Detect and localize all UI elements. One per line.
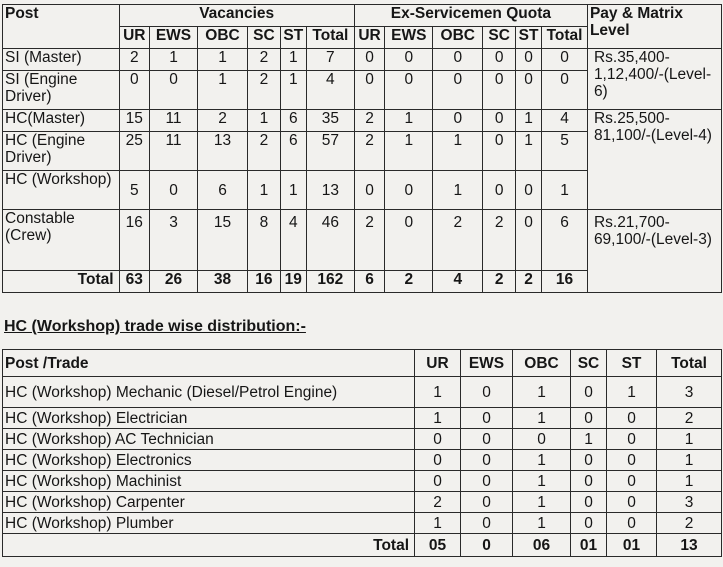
trade-total-st: 01 xyxy=(607,534,657,557)
esm-ur: 0 xyxy=(354,171,385,210)
trade-obc: 1 xyxy=(513,513,571,534)
trade-total: 2 xyxy=(657,408,722,429)
vac-col-st: ST xyxy=(280,27,306,49)
trade-ur: 1 xyxy=(415,377,461,408)
trade-name: HC (Workshop) Machinist xyxy=(3,471,415,492)
vac-st: 6 xyxy=(280,132,306,171)
pay-matrix-header: Pay & Matrix Level xyxy=(587,5,721,49)
table-row xyxy=(3,49,722,71)
total-esm-sc: 2 xyxy=(483,271,516,293)
vac-obc: 2 xyxy=(197,110,247,132)
vac-total: 13 xyxy=(306,171,354,210)
vac-total: 7 xyxy=(306,49,354,71)
trade-total: 2 xyxy=(657,513,722,534)
vac-sc: 8 xyxy=(248,210,281,271)
trade-total-row xyxy=(3,534,722,557)
trade-total: 3 xyxy=(657,492,722,513)
trade-total-obc: 06 xyxy=(513,534,571,557)
post-cell: SI (Engine Driver) xyxy=(3,71,120,110)
vac-st: 4 xyxy=(280,210,306,271)
esm-st: 0 xyxy=(516,171,542,210)
table-row xyxy=(3,408,722,429)
trade-sc: 0 xyxy=(571,408,607,429)
total-esm-st: 2 xyxy=(516,271,542,293)
post-cell: Constable (Crew) xyxy=(3,210,120,271)
esm-ur: 2 xyxy=(354,132,385,171)
vac-st: 1 xyxy=(280,171,306,210)
trade-sc: 1 xyxy=(571,429,607,450)
vac-ur: 5 xyxy=(119,171,150,210)
trade-name: HC (Workshop) Carpenter xyxy=(3,492,415,513)
total-vac-sc: 16 xyxy=(248,271,281,293)
vac-st: 1 xyxy=(280,49,306,71)
vac-ews: 0 xyxy=(150,171,198,210)
pay-level-6: Rs.35,400-1,12,400/-(Level-6) xyxy=(587,49,721,110)
trade-ews: 0 xyxy=(461,429,513,450)
trade-name: HC (Workshop) Electrician xyxy=(3,408,415,429)
vac-st: 1 xyxy=(280,71,306,110)
esm-ews: 1 xyxy=(385,110,433,132)
trade-name: HC (Workshop) Plumber xyxy=(3,513,415,534)
trade-name: HC (Workshop) Mechanic (Diesel/Petrol Engine) xyxy=(3,377,415,408)
trade-ur: 1 xyxy=(415,513,461,534)
trade-distribution-heading: HC (Workshop) trade wise distribution:- xyxy=(4,318,306,335)
trade-ews: 0 xyxy=(461,377,513,408)
vac-col-sc: SC xyxy=(248,27,281,49)
vac-obc: 13 xyxy=(197,132,247,171)
table-row xyxy=(3,450,722,471)
post-cell: HC (Workshop) xyxy=(3,171,120,210)
total-vac-total: 162 xyxy=(306,271,354,293)
table-row xyxy=(3,110,722,132)
total-esm-total: 16 xyxy=(542,271,588,293)
trade-sc: 0 xyxy=(571,450,607,471)
trade-st: 0 xyxy=(607,408,657,429)
esm-col-obc: OBC xyxy=(433,27,483,49)
trade-total-label: Total xyxy=(3,534,415,557)
total-esm-obc: 4 xyxy=(433,271,483,293)
pay-level-4: Rs.25,500-81,100/-(Level-4) xyxy=(587,110,721,210)
trade-obc: 1 xyxy=(513,377,571,408)
esm-ews: 1 xyxy=(385,132,433,171)
esm-ews: 0 xyxy=(385,210,433,271)
trade-ur: 0 xyxy=(415,450,461,471)
trade-ur: 1 xyxy=(415,408,461,429)
trade-ews: 0 xyxy=(461,408,513,429)
esm-sc: 0 xyxy=(483,132,516,171)
vac-col-total: Total xyxy=(306,27,354,49)
vac-obc: 15 xyxy=(197,210,247,271)
trade-st: 1 xyxy=(607,377,657,408)
vacancy-table xyxy=(2,4,722,293)
trade-distribution-table xyxy=(2,349,722,557)
vac-total: 35 xyxy=(306,110,354,132)
esm-obc: 0 xyxy=(433,49,483,71)
trade-ews: 0 xyxy=(461,471,513,492)
esm-total: 1 xyxy=(542,171,588,210)
vac-ews: 11 xyxy=(150,110,198,132)
esm-col-ur: UR xyxy=(354,27,385,49)
esm-obc: 0 xyxy=(433,71,483,110)
esm-ur: 0 xyxy=(354,49,385,71)
esm-total: 6 xyxy=(542,210,588,271)
table-row xyxy=(3,377,722,408)
trade-obc: 1 xyxy=(513,408,571,429)
vac-ur: 16 xyxy=(119,210,150,271)
esm-col-sc: SC xyxy=(483,27,516,49)
vac-ews: 1 xyxy=(150,49,198,71)
total-label: Total xyxy=(3,271,120,293)
total-esm-ur: 6 xyxy=(354,271,385,293)
vac-ur: 2 xyxy=(119,49,150,71)
table-row xyxy=(3,492,722,513)
trade-total-total: 13 xyxy=(657,534,722,557)
esm-ews: 0 xyxy=(385,71,433,110)
vac-total: 46 xyxy=(306,210,354,271)
total-vac-ews: 26 xyxy=(150,271,198,293)
table-row xyxy=(3,471,722,492)
trade-total-ur: 05 xyxy=(415,534,461,557)
vac-sc: 2 xyxy=(248,49,281,71)
esm-ews: 0 xyxy=(385,171,433,210)
trade-sc: 0 xyxy=(571,377,607,408)
esm-sc: 2 xyxy=(483,210,516,271)
vac-ews: 11 xyxy=(150,132,198,171)
trade-st: 0 xyxy=(607,492,657,513)
vac-st: 6 xyxy=(280,110,306,132)
esm-st: 1 xyxy=(516,132,542,171)
trade-st: 0 xyxy=(607,513,657,534)
esm-ur: 0 xyxy=(354,71,385,110)
post-cell: HC (Engine Driver) xyxy=(3,132,120,171)
trade-st: 0 xyxy=(607,429,657,450)
pay-level-3: Rs.21,700-69,100/-(Level-3) xyxy=(587,210,721,293)
table-row xyxy=(3,513,722,534)
esm-obc: 1 xyxy=(433,171,483,210)
total-esm-ews: 2 xyxy=(385,271,433,293)
trade-ews: 0 xyxy=(461,492,513,513)
esm-st: 0 xyxy=(516,49,542,71)
vac-ews: 3 xyxy=(150,210,198,271)
esm-col-total: Total xyxy=(542,27,588,49)
esm-ews: 0 xyxy=(385,49,433,71)
trade-sc: 0 xyxy=(571,471,607,492)
post-trade-header: Post /Trade xyxy=(3,350,415,377)
trade-col-ur: UR xyxy=(415,350,461,377)
vac-col-ews: EWS xyxy=(150,27,198,49)
trade-total: 3 xyxy=(657,377,722,408)
esm-st: 0 xyxy=(516,71,542,110)
vac-sc: 2 xyxy=(248,132,281,171)
trade-total: 1 xyxy=(657,471,722,492)
trade-ur: 0 xyxy=(415,429,461,450)
esm-col-ews: EWS xyxy=(385,27,433,49)
esm-st: 1 xyxy=(516,110,542,132)
vac-ur: 0 xyxy=(119,71,150,110)
vac-sc: 1 xyxy=(248,110,281,132)
esm-total: 5 xyxy=(542,132,588,171)
esm-total: 4 xyxy=(542,110,588,132)
trade-st: 0 xyxy=(607,450,657,471)
post-cell: HC(Master) xyxy=(3,110,120,132)
esm-obc: 1 xyxy=(433,132,483,171)
trade-sc: 0 xyxy=(571,513,607,534)
table-row xyxy=(3,210,722,271)
vac-ur: 25 xyxy=(119,132,150,171)
trade-col-total: Total xyxy=(657,350,722,377)
vac-ews: 0 xyxy=(150,71,198,110)
esm-obc: 0 xyxy=(433,110,483,132)
trade-obc: 1 xyxy=(513,450,571,471)
table-row xyxy=(3,429,722,450)
trade-obc: 0 xyxy=(513,429,571,450)
post-cell: SI (Master) xyxy=(3,49,120,71)
trade-ews: 0 xyxy=(461,450,513,471)
vac-sc: 1 xyxy=(248,171,281,210)
esm-ur: 2 xyxy=(354,210,385,271)
vac-obc: 1 xyxy=(197,71,247,110)
trade-sc: 0 xyxy=(571,492,607,513)
trade-ur: 0 xyxy=(415,471,461,492)
esm-col-st: ST xyxy=(516,27,542,49)
trade-total-ews: 0 xyxy=(461,534,513,557)
vacancies-header: Vacancies xyxy=(119,5,354,27)
trade-col-ews: EWS xyxy=(461,350,513,377)
trade-total: 1 xyxy=(657,450,722,471)
vac-total: 57 xyxy=(306,132,354,171)
post-header: Post xyxy=(3,5,120,49)
esm-quota-header: Ex-Servicemen Quota xyxy=(354,5,587,27)
trade-header-row xyxy=(3,350,722,377)
trade-ews: 0 xyxy=(461,513,513,534)
trade-col-st: ST xyxy=(607,350,657,377)
esm-sc: 0 xyxy=(483,110,516,132)
vac-obc: 1 xyxy=(197,49,247,71)
vac-col-obc: OBC xyxy=(197,27,247,49)
esm-sc: 0 xyxy=(483,71,516,110)
vac-ur: 15 xyxy=(119,110,150,132)
trade-col-obc: OBC xyxy=(513,350,571,377)
trade-obc: 1 xyxy=(513,492,571,513)
trade-obc: 1 xyxy=(513,471,571,492)
trade-ur: 2 xyxy=(415,492,461,513)
total-vac-obc: 38 xyxy=(197,271,247,293)
esm-sc: 0 xyxy=(483,171,516,210)
esm-total: 0 xyxy=(542,71,588,110)
trade-name: HC (Workshop) Electronics xyxy=(3,450,415,471)
esm-sc: 0 xyxy=(483,49,516,71)
total-vac-ur: 63 xyxy=(119,271,150,293)
esm-obc: 2 xyxy=(433,210,483,271)
esm-total: 0 xyxy=(542,49,588,71)
vac-total: 4 xyxy=(306,71,354,110)
trade-col-sc: SC xyxy=(571,350,607,377)
esm-ur: 2 xyxy=(354,110,385,132)
vac-col-ur: UR xyxy=(119,27,150,49)
total-vac-st: 19 xyxy=(280,271,306,293)
trade-total: 1 xyxy=(657,429,722,450)
trade-name: HC (Workshop) AC Technician xyxy=(3,429,415,450)
trade-st: 0 xyxy=(607,471,657,492)
trade-total-sc: 01 xyxy=(571,534,607,557)
esm-st: 0 xyxy=(516,210,542,271)
vac-sc: 2 xyxy=(248,71,281,110)
vac-obc: 6 xyxy=(197,171,247,210)
